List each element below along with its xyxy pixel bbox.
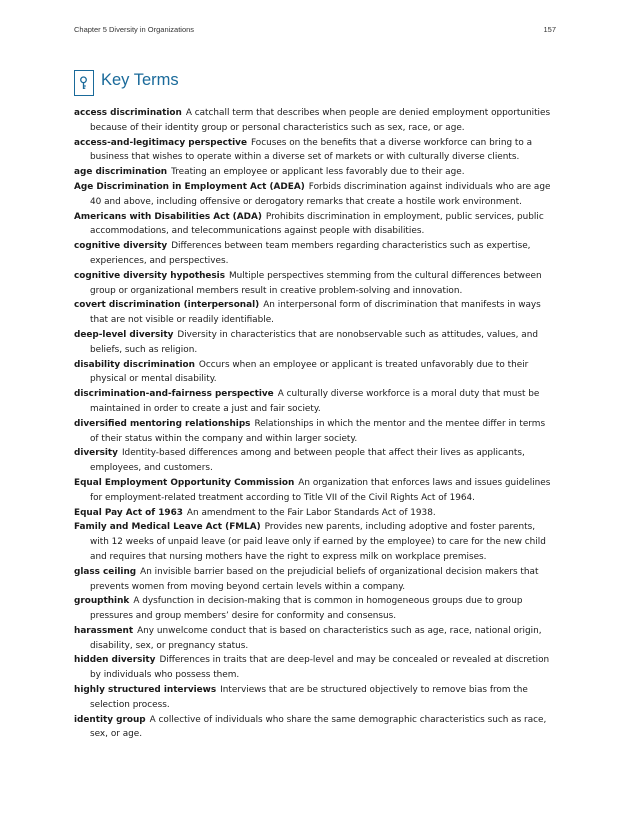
glossary-term: hidden diversity: [74, 655, 156, 666]
glossary-entry: [74, 624, 556, 654]
glossary-entry: [74, 387, 556, 417]
glossary-term: highly structured interviews: [74, 685, 217, 696]
glossary-entry: [74, 328, 556, 358]
glossary-definition: Provides new parents, including adoptive and foster parents, with 12 weeks of unpaid leave (or paid leave only if earned by the employee) to care for the new child and requires that nursing mothers have the right to express milk on workplace premises.: [90, 522, 546, 562]
glossary-term: Americans with Disabilities Act (ADA): [74, 211, 262, 222]
glossary-term: age discrimination: [74, 167, 168, 178]
glossary-definition: A culturally diverse workforce is a moral duty that must be maintained in order to create a just and fair society.: [90, 389, 540, 414]
glossary-term: deep-level diversity: [74, 329, 174, 340]
glossary-entry: [74, 136, 556, 166]
glossary-term: Family and Medical Leave Act (FMLA): [74, 522, 261, 533]
glossary-term: Equal Employment Opportunity Commission: [74, 477, 295, 488]
key-icon: [74, 70, 94, 96]
glossary-definition: Identity-based differences among and between people that affect their lives as applicants, employees, and customers.: [90, 448, 525, 474]
glossary-definition: A collective of individuals who share the same demographic characteristics such as race, sex, or age.: [90, 714, 547, 740]
glossary-term: diversified mentoring relationships: [74, 418, 251, 429]
glossary-entry: [74, 417, 556, 447]
glossary-definition: Any unwelcome conduct that is based on characteristics such as age, race, national origin, disability, sex, or pregnancy status.: [90, 625, 542, 651]
glossary-definition: Multiple perspectives stemming from the cultural differences between group or organizational members result in creative problem-solving and innovation.: [90, 270, 542, 296]
page-number: 157: [543, 25, 556, 34]
glossary-term: glass ceiling: [74, 566, 137, 577]
glossary-entry: [74, 565, 556, 595]
glossary-definition: Prohibits discrimination in employment, public services, public accommodations, and telecommunications against people with disabilities.: [90, 211, 544, 237]
chapter-title: Chapter 5 Diversity in Organizations: [74, 25, 195, 34]
glossary-term: disability discrimination: [74, 359, 195, 370]
glossary-definition: Focuses on the benefits that a diverse workforce can bring to a business that wishes to operate within a diverse set of markets or with culturally diverse clients.: [90, 137, 533, 163]
glossary-entry: [74, 239, 556, 269]
glossary-term: Age Discrimination in Employment Act (ADEA): [74, 181, 305, 192]
glossary-entry: [74, 476, 556, 506]
glossary-term: identity group: [74, 714, 146, 725]
glossary-term: discrimination-and-fairness perspective: [74, 389, 274, 400]
glossary-definition: A dysfunction in decision-making that is common in homogeneous groups due to group pressures and group members’ desire for conformity and consensus.: [90, 596, 523, 622]
glossary-term: harassment: [74, 625, 134, 636]
glossary-entry: [74, 520, 556, 564]
glossary-definition: A catchall term that describes when people are denied employment opportunities because of their identity group or personal characteristics such as sex, race, or age.: [90, 108, 551, 133]
glossary-entry: [74, 298, 556, 328]
glossary-term: access-and-legitimacy perspective: [74, 137, 247, 148]
glossary-definition: An invisible barrier based on the prejudicial beliefs of organizational decision makers that prevents women from moving beyond certain levels within a company.: [90, 566, 539, 592]
glossary-entry: [74, 269, 556, 299]
glossary-entry: [74, 165, 556, 180]
glossary-definition: Forbids discrimination against individuals who are age 40 and above, including offensive or derogatory remarks that create a hostile work environment.: [90, 181, 551, 207]
glossary-definition: Treating an employee or applicant less favorably due to their age.: [171, 167, 465, 178]
glossary-definition: Interviews that are be structured objectively to remove bias from the selection process.: [90, 685, 528, 710]
glossary-entry: [74, 506, 556, 521]
glossary-entry: [74, 713, 556, 743]
glossary-entry: [74, 594, 556, 624]
glossary-definition: Differences in traits that are deep-level and may be concealed or revealed at discretion by individuals who possess them.: [90, 655, 550, 681]
glossary-entry: [74, 683, 556, 713]
glossary-entry: [74, 653, 556, 683]
glossary-definition: Differences between team members regarding characteristics such as expertise, experiences, and perspectives.: [90, 241, 531, 266]
glossary-entry: [74, 210, 556, 240]
glossary-term: groupthink: [74, 596, 130, 607]
glossary-definition: An amendment to the Fair Labor Standards Act of 1938.: [186, 507, 436, 518]
glossary-term: access discrimination: [74, 108, 182, 118]
glossary-entry: [74, 106, 556, 136]
key-terms-list: [74, 106, 556, 742]
glossary-definition: An interpersonal form of discrimination that manifests in ways that are not visible or readily identifiable.: [90, 300, 541, 326]
glossary-term: Equal Pay Act of 1963: [74, 507, 183, 518]
glossary-term: cognitive diversity hypothesis: [74, 270, 226, 281]
glossary-definition: An organization that enforces laws and issues guidelines for employment-related treatment according to Title VII of the Civil Rights Act of 1964.: [90, 477, 551, 503]
glossary-entry: [74, 358, 556, 388]
glossary-term: diversity: [74, 448, 118, 459]
glossary-definition: Relationships in which the mentor and the mentee differ in terms of their status within the company and within larger society.: [90, 418, 546, 444]
glossary-definition: Occurs when an employee or applicant is treated unfavorably due to their physical or mental disability.: [90, 359, 529, 385]
glossary-entry: [74, 446, 556, 476]
glossary-entry: [74, 180, 556, 210]
glossary-term: cognitive diversity: [74, 241, 168, 252]
page-header: [74, 25, 556, 37]
section-title: Key Terms: [101, 71, 179, 89]
glossary-term: covert discrimination (interpersonal): [74, 300, 260, 311]
glossary-definition: Diversity in characteristics that are nonobservable such as attitudes, values, and beliefs, such as religion.: [90, 329, 538, 355]
